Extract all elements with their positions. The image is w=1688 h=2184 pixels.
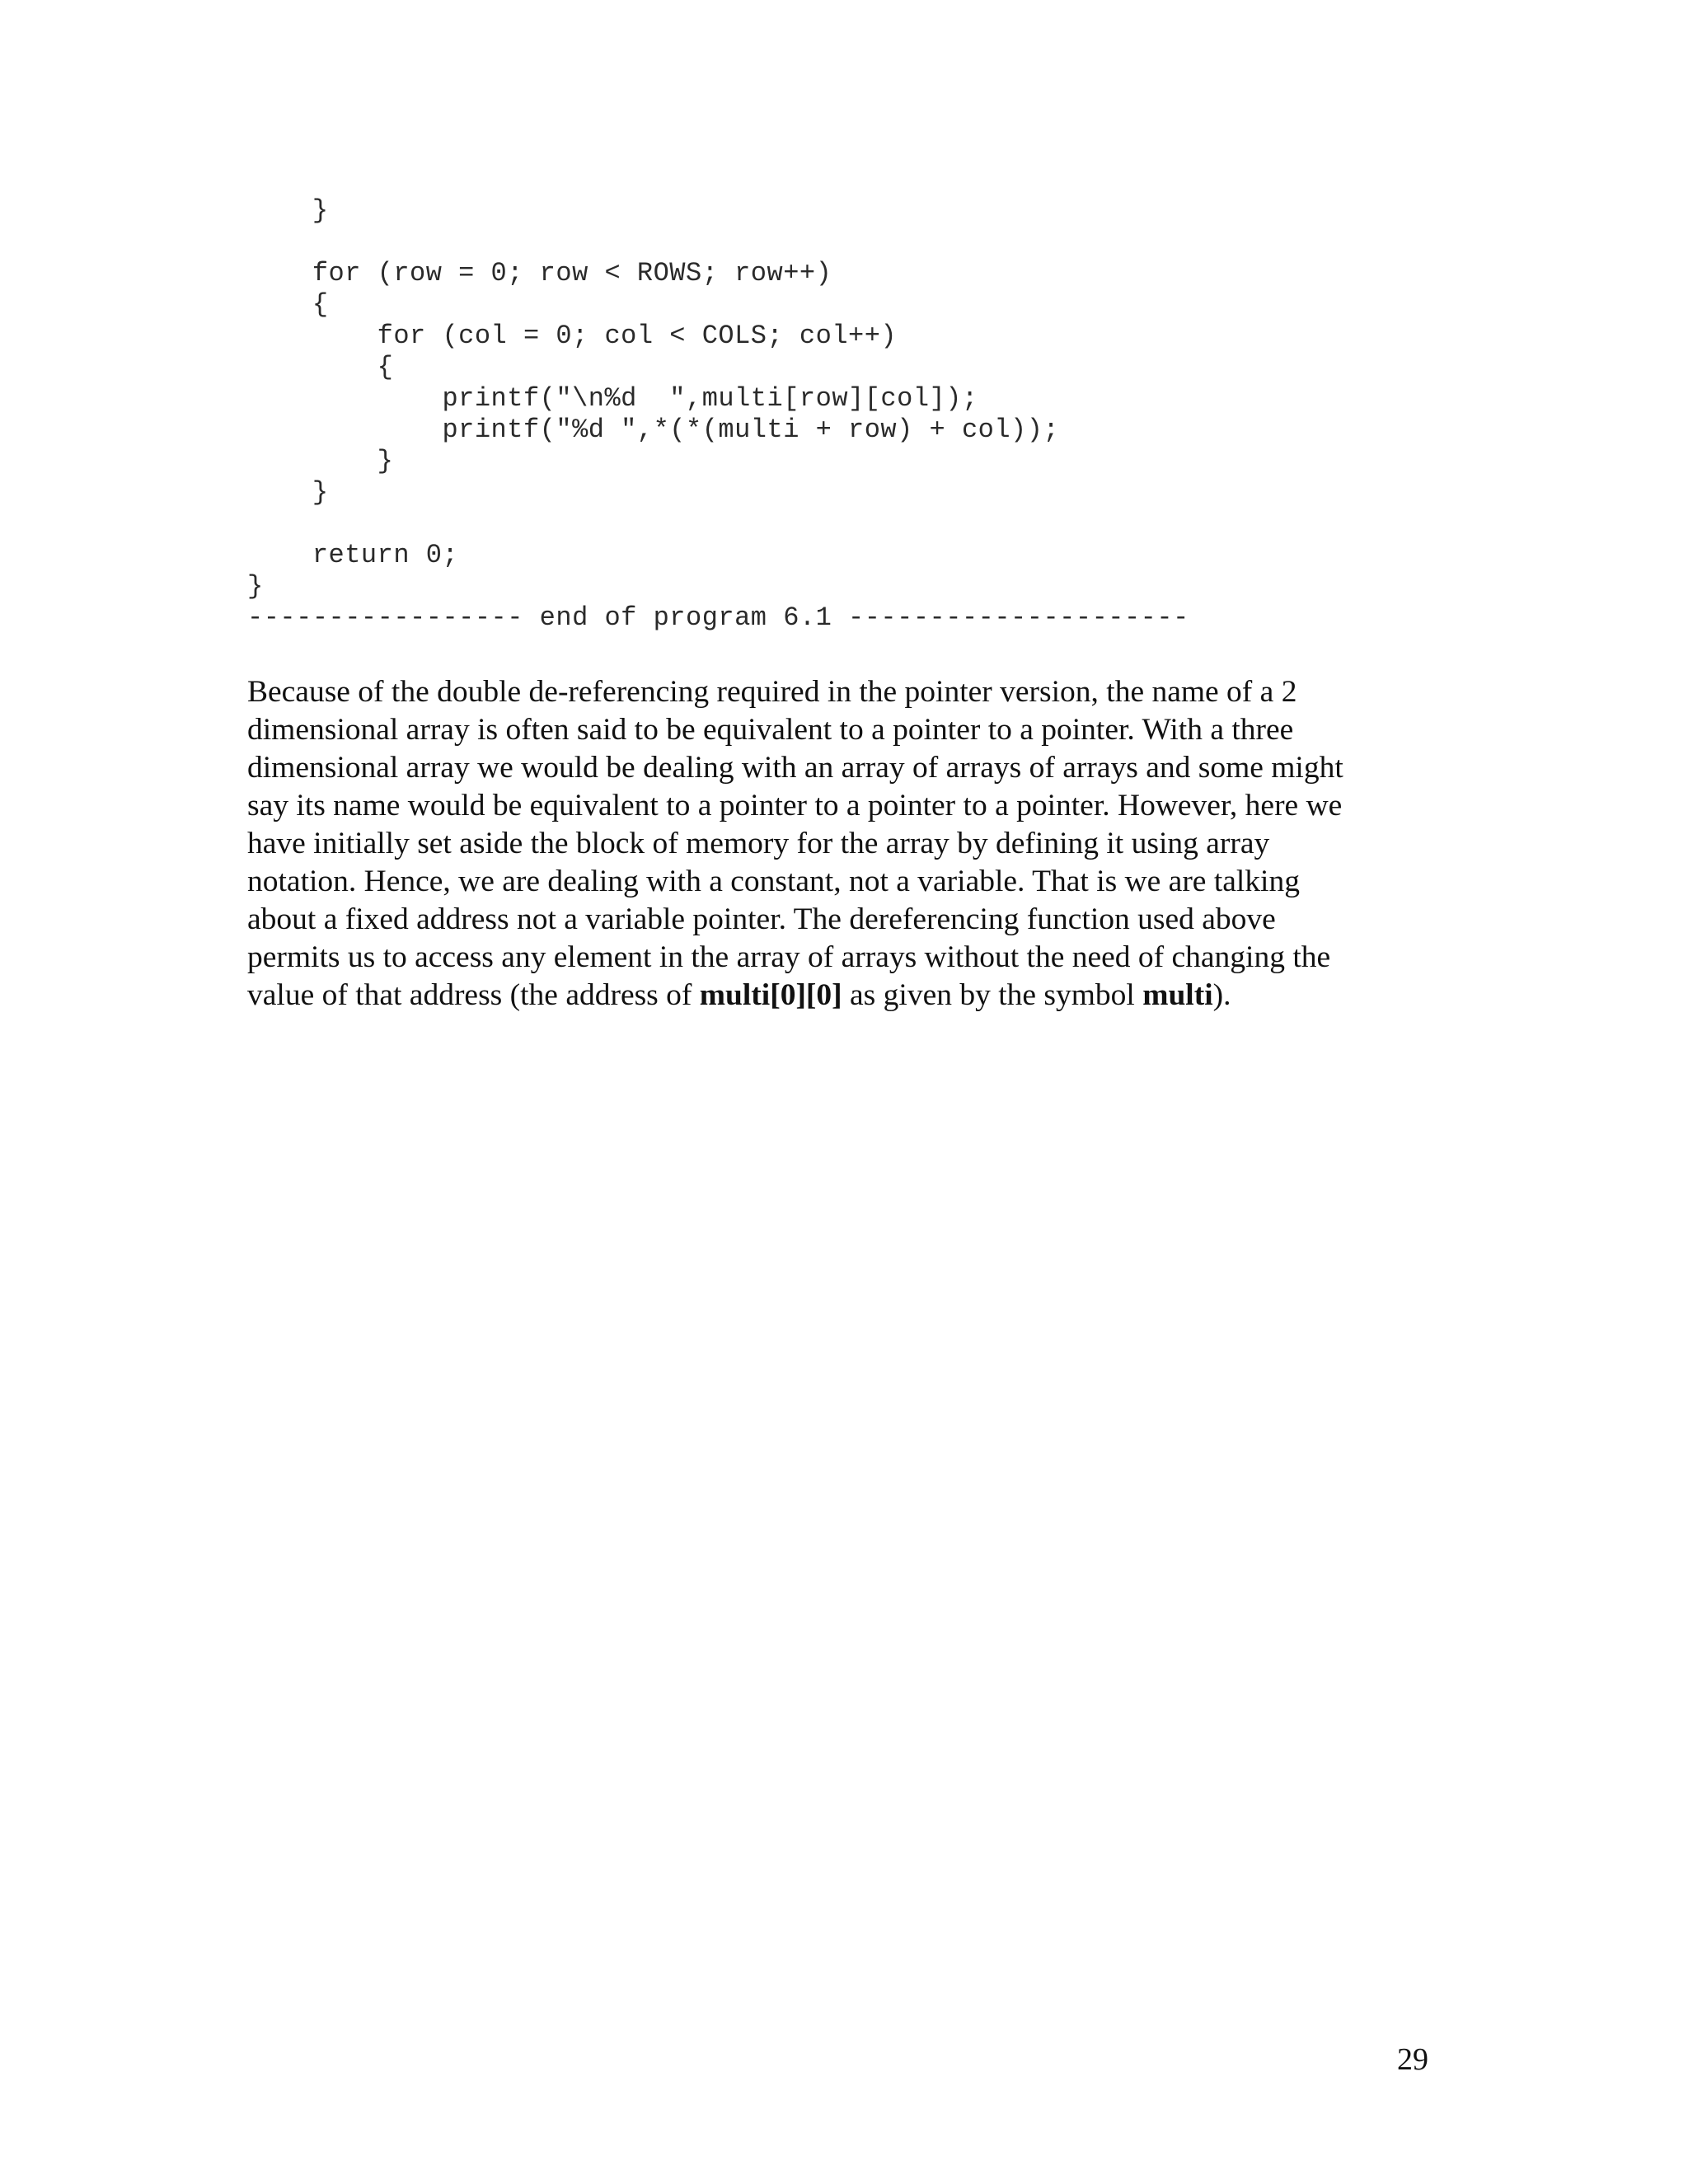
code-listing — [247, 195, 1189, 634]
paragraph-line: say its name would be equivalent to a pointer to a pointer to a pointer. However, here we — [247, 789, 1343, 823]
paragraph-line: have initially set aside the block of memory for the array by defining it using array — [247, 827, 1270, 860]
paragraph-line: Because of the double de-referencing required in the pointer version, the name of a 2 — [247, 675, 1297, 709]
paragraph-line: dimensional array is often said to be equivalent to a pointer to a pointer. With a three — [247, 713, 1294, 747]
code-line: } — [247, 446, 394, 476]
code-line: { — [247, 352, 394, 382]
paragraph-line: dimensional array we would be dealing with an array of arrays of arrays and some might — [247, 751, 1343, 785]
code-line — [247, 227, 1189, 258]
paragraph-line: permits us to access any element in the array of arrays without the need of changing the — [247, 940, 1331, 974]
bold-term-multi-00: multi[0][0] — [699, 978, 842, 1012]
code-line — [247, 509, 1189, 540]
code-line: printf("\n%d ",multi[row][col]); — [247, 383, 978, 414]
paragraph-line: notation. Hence, we are dealing with a constant, not a variable. That is we are talking — [247, 865, 1300, 898]
code-line: for (col = 0; col < COLS; col++) — [247, 321, 898, 351]
code-line: { — [247, 289, 329, 320]
last-line-text: value of that address (the address of — [247, 978, 700, 1012]
last-line-text: as given by the symbol — [842, 978, 1143, 1012]
code-line: for (row = 0; row < ROWS; row++) — [247, 258, 832, 288]
page-number: 29 — [1397, 2042, 1428, 2077]
code-line: printf("%d ",*(*(multi + row) + col)); — [247, 415, 1060, 445]
code-line: } — [247, 477, 329, 508]
code-line: } — [247, 571, 264, 602]
bold-term-multi: multi — [1142, 978, 1213, 1012]
paragraph-line: about a fixed address not a variable pointer. The dereferencing function used above — [247, 902, 1276, 936]
code-line: } — [247, 195, 329, 226]
end-of-program-marker: ----------------- end of program 6.1 --------------------- — [247, 602, 1189, 633]
code-line: return 0; — [247, 540, 459, 570]
last-line-text: ). — [1212, 978, 1231, 1012]
body-paragraph — [247, 673, 1442, 1015]
paragraph-last-line — [247, 977, 1442, 1015]
